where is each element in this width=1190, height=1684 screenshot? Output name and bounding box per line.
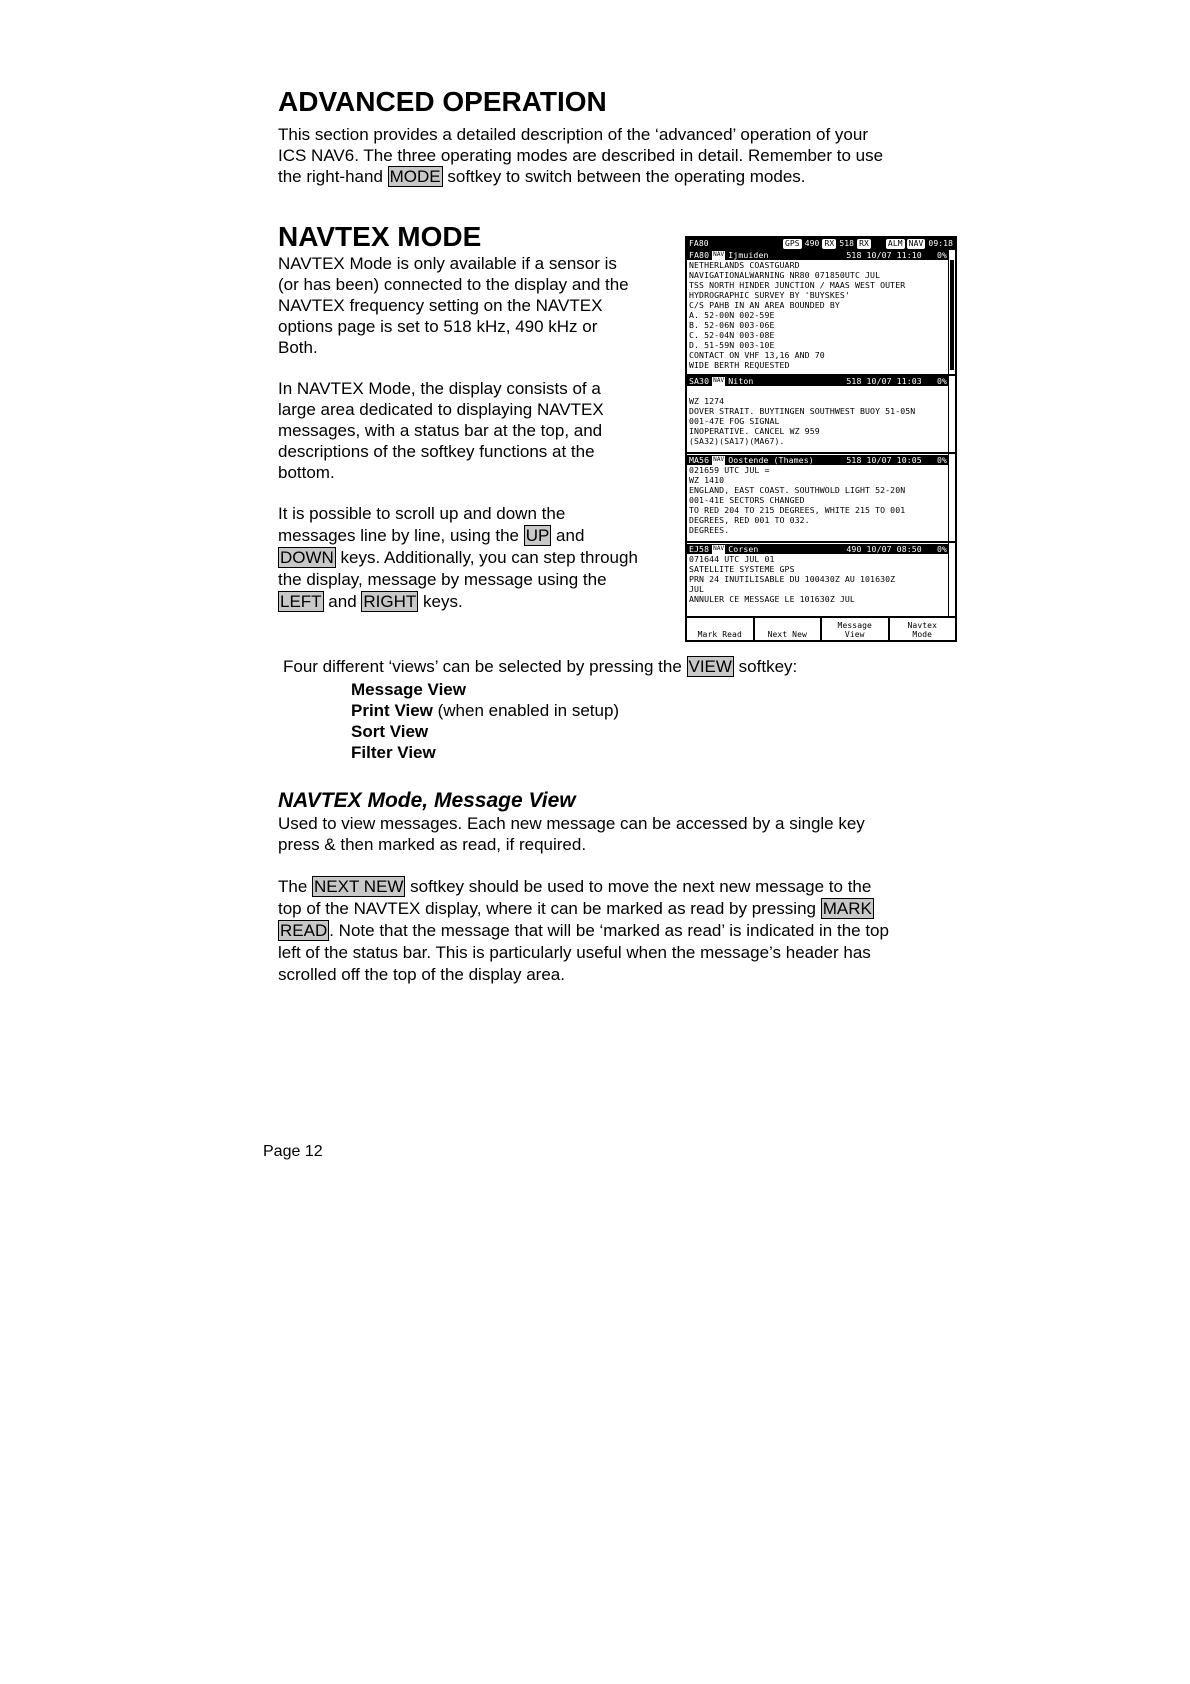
message-percent: 0% <box>936 376 947 386</box>
message-view-paragraph-2 <box>278 876 968 986</box>
text-line <box>278 525 678 547</box>
text: softkey should be used to move the next new message to the <box>405 877 872 896</box>
message-header <box>687 455 949 465</box>
text-line: messages, with a status bar at the top, and <box>278 421 603 440</box>
message-info: 518 10/07 11:03 <box>846 376 922 386</box>
station-name: Corsen <box>728 544 759 554</box>
text: and <box>323 592 362 611</box>
nav-badge: NAV <box>713 456 725 463</box>
station-name: Ijmuiden <box>728 250 769 260</box>
text: messages line by line, using the <box>278 526 524 545</box>
section-title: ADVANCED OPERATION <box>278 86 607 117</box>
right-key: RIGHT <box>363 592 417 611</box>
text-line: NAVTEX Mode is only available if a sensor is <box>278 254 617 273</box>
nav-badge: NAV <box>713 545 725 552</box>
intro-line-1: This section provides a detailed description of the ‘advanced’ operation of your <box>278 125 869 144</box>
navtex-message <box>687 376 949 446</box>
mode-key: MODE <box>389 167 441 186</box>
text: and <box>551 526 585 545</box>
scrollbar-thumb <box>950 260 954 370</box>
view-filter: Filter View <box>351 743 436 762</box>
text-line: bottom. <box>278 463 335 482</box>
message-info: 518 10/07 10:05 <box>846 455 922 465</box>
message-id: FA80 <box>689 250 710 260</box>
text-line: (or has been) connected to the display and the <box>278 275 629 294</box>
text: keys. <box>418 592 463 611</box>
text: keys. Additionally, you can step through <box>335 548 638 567</box>
softkey-bar <box>687 616 955 640</box>
nav-indicator: NAV <box>908 239 924 248</box>
message-header <box>687 544 949 554</box>
station-name: Niton <box>728 376 754 386</box>
navtex-paragraph-3 <box>278 503 678 613</box>
mark-key: MARK <box>822 899 872 918</box>
navtex-message <box>687 544 949 604</box>
softkey-mark-read[interactable]: Mark Read <box>687 618 753 640</box>
text-line <box>278 898 968 920</box>
text-line: In NAVTEX Mode, the display consists of a <box>278 379 601 398</box>
text: softkey: <box>733 657 798 676</box>
intro-line-2: ICS NAV6. The three operating modes are described in detail. Remember to use <box>278 146 884 165</box>
softkey-next-new[interactable]: Next New <box>755 618 821 640</box>
status-message-id: FA80 <box>689 239 709 248</box>
text-line: Used to view messages. Each new message can be accessed by a single key <box>278 814 865 833</box>
view-print: Print View <box>351 701 433 720</box>
navtex-mode-title: NAVTEX MODE <box>278 221 482 252</box>
intro-paragraph <box>278 124 958 187</box>
navtex-message <box>687 250 949 370</box>
text-line: It is possible to scroll up and down the <box>278 504 566 523</box>
message-view-paragraph-1 <box>278 813 958 855</box>
text: The <box>278 877 313 896</box>
view-message: Message View <box>351 680 466 699</box>
navtex-device-screen <box>685 236 957 642</box>
alarm-indicator: ALM <box>887 239 903 248</box>
read-key: READ <box>280 921 328 940</box>
message-id: EJ58 <box>689 544 710 554</box>
text-line: options page is set to 518 kHz, 490 kHz or <box>278 317 598 336</box>
message-info: 490 10/07 08:50 <box>846 544 922 554</box>
softkey-navtex-mode[interactable]: Navtex Mode <box>890 618 956 640</box>
softkey-message-view[interactable]: Message View <box>822 618 888 640</box>
message-body: WZ 1274 DOVER STRAIT. BUYTINGEN SOUTHWEST BUOY 51-05N 001-47E FOG SIGNAL INOPERATIVE. CANCEL WZ 959 (SA32)(SA17)(MA67). <box>689 396 916 446</box>
text-line: the display, message by message using the <box>278 570 607 589</box>
navtex-paragraph-2 <box>278 378 668 483</box>
nav-badge: NAV <box>713 251 725 258</box>
text-line: Both. <box>278 338 318 357</box>
left-key: LEFT <box>280 592 322 611</box>
message-header <box>687 376 949 386</box>
text-line: NAVTEX frequency setting on the NAVTEX <box>278 296 603 315</box>
scrollbar <box>948 250 955 622</box>
intro-line-3 <box>278 166 958 187</box>
up-key: UP <box>525 526 550 545</box>
message-info: 518 10/07 11:10 <box>846 250 922 260</box>
intro-text: softkey to switch between the operating modes. <box>442 167 806 186</box>
rx-indicator: RX <box>824 239 835 248</box>
down-key: DOWN <box>280 548 334 567</box>
navtex-paragraph-1 <box>278 253 668 358</box>
status-bar <box>687 238 955 250</box>
view-key: VIEW <box>688 657 732 676</box>
nav-badge: NAV <box>713 377 725 384</box>
text: . Note that the message that will be ‘marked as read’ is indicated in the top <box>329 921 889 940</box>
text-line: scrolled off the top of the display area. <box>278 965 565 984</box>
message-percent: 0% <box>936 250 947 260</box>
text-line <box>278 547 678 569</box>
text-line <box>278 591 678 613</box>
message-percent: 0% <box>936 544 947 554</box>
navtex-message <box>687 455 949 535</box>
page-number: Page 12 <box>263 1143 323 1160</box>
message-body: 021659 UTC JUL = WZ 1410 ENGLAND, EAST COAST. SOUTHWOLD LIGHT 52-20N 001-41E SECTORS CHANGED TO RED 204 TO 215 DEGREES, WHITE 215 TO 001 DEGREES, RED 001 TO 032. DEGREES. <box>689 465 906 535</box>
text-line: press & then marked as read, if required. <box>278 835 587 854</box>
status-time: 09:18 <box>928 239 953 248</box>
views-intro <box>283 656 983 677</box>
freq-490: 490 <box>804 239 820 248</box>
text-line: descriptions of the softkey functions at the <box>278 442 595 461</box>
view-print-note: (when enabled in setup) <box>432 701 620 720</box>
message-percent: 0% <box>936 455 947 465</box>
message-divider <box>687 541 955 543</box>
text-line <box>278 920 968 942</box>
freq-518: 518 <box>839 239 855 248</box>
next-new-key: NEXT NEW <box>314 877 404 896</box>
message-header <box>687 250 949 260</box>
message-divider <box>687 452 955 454</box>
text: top of the NAVTEX display, where it can be marked as read by pressing <box>278 899 821 918</box>
text: Four different ‘views’ can be selected by pressing the <box>283 657 687 676</box>
views-list <box>351 679 619 763</box>
text-line: left of the status bar. This is particularly useful when the message’s header has <box>278 943 871 962</box>
text-line: large area dedicated to displaying NAVTEX <box>278 400 604 419</box>
message-body: 071644 UTC JUL 01 SATELLITE SYSTEME GPS PRN 24 INUTILISABLE DU 100430Z AU 101630Z JUL ANNULER CE MESSAGE LE 101630Z JUL <box>689 554 896 604</box>
rx-indicator: RX <box>859 239 869 248</box>
message-view-title: NAVTEX Mode, Message View <box>278 789 576 812</box>
view-sort: Sort View <box>351 722 429 741</box>
text-line <box>278 876 968 898</box>
intro-text: the right-hand <box>278 167 388 186</box>
message-id: SA30 <box>689 376 710 386</box>
gps-indicator: GPS <box>784 239 800 248</box>
station-name: Oostende (Thames) <box>728 455 814 465</box>
message-body: NETHERLANDS COASTGUARD NAVIGATIONALWARNING NR80 071850UTC JUL TSS NORTH HINDER JUNCTION / MAAS WEST OUTER HYDROGRAPHIC SURVEY BY 'BUYSKES' C/S PAHB IN AN AREA BOUNDED BY A. 52-00N 002-59E B. 52-06N 003-06E C. 52-04N 003-08E D. 51-59N 003-10E CONTACT ON VHF 13,16 AND 70 WIDE BERTH REQUESTED <box>689 260 906 370</box>
message-id: MA56 <box>689 455 710 465</box>
